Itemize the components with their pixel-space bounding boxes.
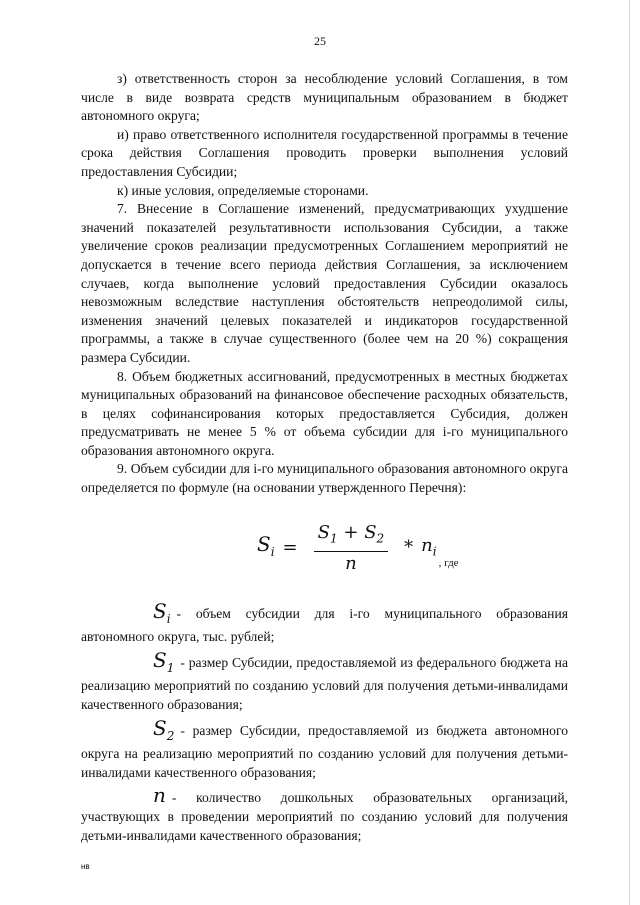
definition-s2: $S_2$ - размер Субсидии, предоставляемой из бюджета автономного округа на реализацию мероприятий по созданию условий для получения детьми-инвалидами качественного образования; xyxy=(81,715,568,780)
formula-lhs: $S_i$ xyxy=(257,532,275,560)
scan-edge-line xyxy=(629,0,630,905)
formula-times: * xyxy=(404,537,414,559)
page-body xyxy=(81,70,568,845)
formula-numerator: $S_1 + S_2$ xyxy=(314,524,389,552)
definition-symbol: $S_i$ xyxy=(153,598,171,626)
subsidy-formula xyxy=(81,521,568,577)
paragraph-k: к) иные условия, определяемые сторонами. xyxy=(117,182,369,198)
definition-s1: $S_1$ - размер Субсидии, предоставляемой из федерального бюджета на реализацию мероприятий по созданию условий для получения детьми-инвалидами качественного образования; xyxy=(81,647,568,713)
paragraph-7: 7. Внесение в Соглашение изменений, предусматривающих ухудшение значений показателей результативности использования Субсидии, а также увеличение сроков реализации предусмотренных Соглашением мероприятий не допускается в течение всего периода действия Соглашения, за исключением случаев, когда выполнение условий предоставления Субсидии оказалось невозможным вследствие наступления обстоятельств непреодолимой силы, изменения значений целевых показателей и индикаторов государственной программы, а также в случае существенного (более чем на 20 %) сокращения размера Субсидии. xyxy=(81,201,568,365)
formula-multiplier: $n_i$ xyxy=(421,534,437,559)
formula-denominator: n xyxy=(345,552,357,574)
definition-symbol: n xyxy=(153,783,166,808)
footer-mark: нв xyxy=(81,862,90,871)
definition-n: n - количество дошкольных образовательных организаций, участвующих в проведении мероприятий по созданию условий для получения детьми-инвалидами качественного образования; xyxy=(81,783,568,843)
definition-symbol: $S_2$ xyxy=(153,715,175,743)
definition-si: $S_i$ - объем субсидии для i-го муниципального образования автономного округа, тыс. рублей; xyxy=(81,598,568,645)
formula-equals: = xyxy=(282,537,298,559)
paragraph-9: 9. Объем субсидии для i-го муниципального образования автономного округа определяется по формуле (на основании утвержденного Перечня): xyxy=(81,461,568,496)
page-number: 25 xyxy=(314,34,326,48)
paragraph-z: з) ответственность сторон за несоблюдение условий Соглашения, в том числе в виде возврата средств муниципальным образованием в бюджет автономного округа; xyxy=(81,71,568,124)
definition-symbol: $S_1$ xyxy=(153,647,175,675)
formula-fraction xyxy=(314,521,389,574)
paragraph-8: 8. Объем бюджетных ассигнований, предусмотренных в местных бюджетах муниципальных образований на финансовое обеспечение расходных обязательств, в целях софинансирования которых предоставляется Субсидия, должен предусматривать не менее 5 % от объема субсидии для i-го муниципального образования автономного округа. xyxy=(81,368,568,458)
paragraph-i: и) право ответственного исполнителя государственной программы в течение срока действия Соглашения проводить проверки выполнения условий предоставления Субсидии; xyxy=(81,126,568,179)
formula-where: , где xyxy=(438,557,459,570)
